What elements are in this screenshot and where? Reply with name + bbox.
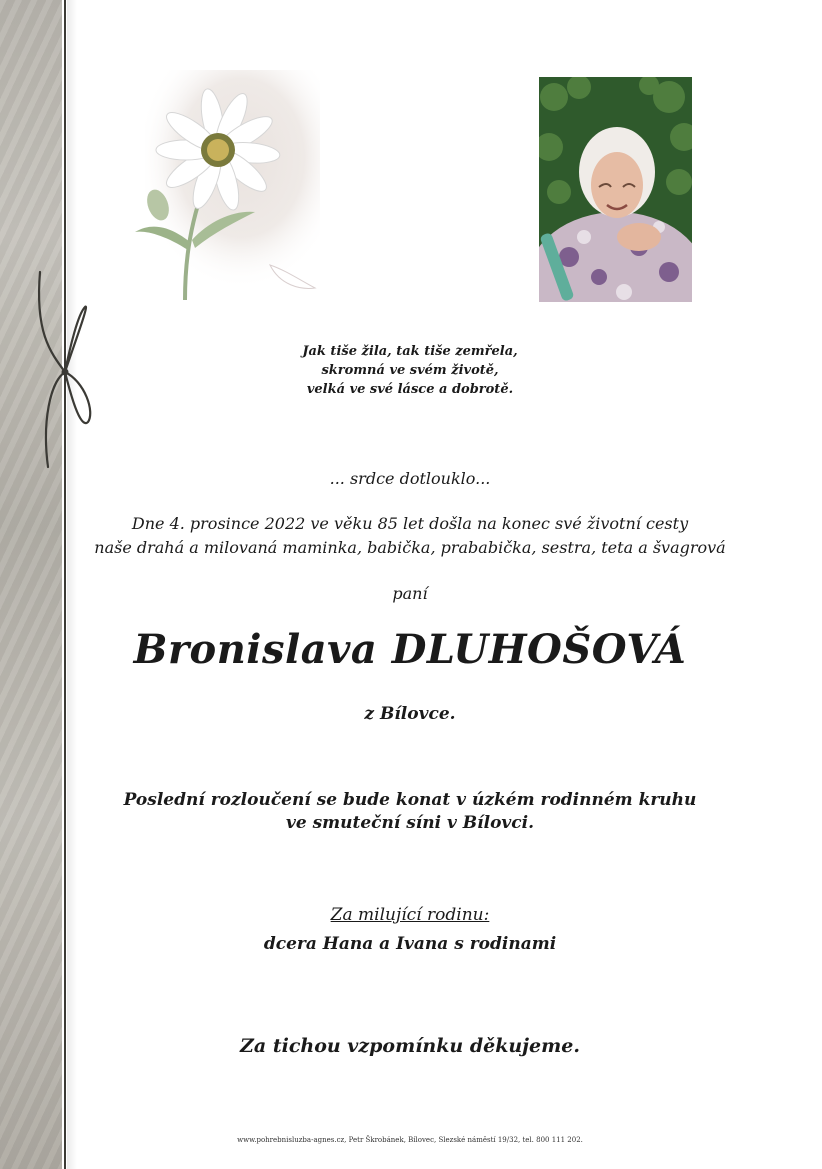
band-shadow: [67, 0, 77, 1169]
funeral-info-line: Poslední rozloučení se bude konat v úzkém rodinném kruhu: [123, 790, 697, 810]
death-announcement: [80, 512, 740, 560]
thanks-text: Za tichou vzpomínku děkujeme.: [240, 1035, 580, 1057]
announcement-line: naše drahá a milovaná maminka, babička, prababička, sestra, teta a švagrová: [94, 538, 726, 557]
poem-line: skromná ve svém životě,: [321, 363, 499, 378]
funeral-info: [80, 789, 740, 835]
family-label-text: Za milující rodinu:: [330, 905, 490, 925]
family-members: dcera Hana a Ivana s rodinami: [263, 934, 557, 954]
intro-text: ... srdce dotlouklo...: [329, 469, 491, 488]
announcement-line: Dne 4. prosince 2022 ve věku 85 let došla na konec své životní cesty: [131, 514, 689, 533]
decorative-side-band: [0, 0, 62, 1169]
poem-line: velká ve své lásce a dobrotě.: [306, 382, 514, 397]
funeral-info-line: ve smuteční síni v Bílovci.: [285, 813, 535, 833]
deceased-name: Bronislava DLUHOŠOVÁ: [133, 626, 687, 673]
memorial-poem: [80, 342, 740, 399]
family-label: [80, 905, 740, 925]
decorative-cord: [64, 0, 66, 1169]
title-word: paní: [392, 584, 428, 603]
funeral-service-footer: www.pohrebnisluzba-agnes.cz, Petr Škrobánek, Bílovec, Slezské náměstí 19/32, tel. 800 111 202.: [237, 1136, 583, 1144]
daisy-flower-icon: [130, 70, 320, 305]
portrait-photo: [539, 77, 692, 302]
poem-line: Jak tiše žila, tak tiše zemřela,: [302, 344, 518, 359]
hometown: z Bílovce.: [364, 704, 456, 724]
